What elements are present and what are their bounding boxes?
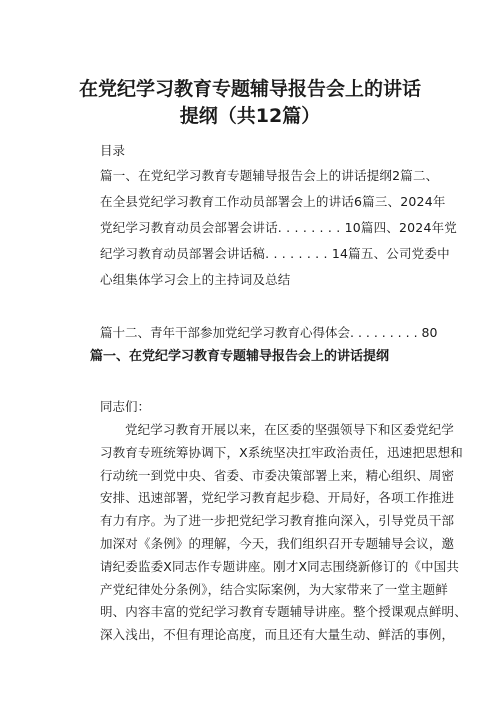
title-line-2: 提纲（共12篇） bbox=[179, 105, 321, 127]
body-line: 深入浅出，不但有理论高度，而且还有大量生动、鲜活的事例， bbox=[100, 627, 455, 643]
table-of-contents bbox=[100, 163, 457, 293]
toc-line: 在全县党纪学习教育工作动员部署会上的讲话6篇三、2024年 bbox=[100, 194, 446, 209]
toc-line-last: 篇十二、青年干部参加党纪学习教育心得体会. . . . . . . . . 80 bbox=[100, 325, 438, 340]
body-line: 有力有序。为了进一步把党纪学习教育推向深入，引导党员干部 bbox=[100, 513, 455, 529]
body-line: 习教育专班统筹协调下，X系统坚决扛牢政治责任，迅速把思想和 bbox=[100, 444, 463, 460]
body-line: 加深对《条例》的理解，今天，我们组织召开专题辅导会议，邀 bbox=[100, 535, 455, 551]
body-line: 明、内容丰富的党纪学习教育专题辅导讲座。整个授课观点鲜明、 bbox=[100, 604, 467, 620]
toc-line: 篇一、在党纪学习教育专题辅导报告会上的讲话提纲2篇二、 bbox=[100, 168, 439, 183]
toc-line: 纪学习教育动员部署会讲话稿. . . . . . . . 14篇五、公司党委中 bbox=[100, 246, 450, 261]
body-line: 行动统一到党中央、省委、市委决策部署上来，精心组织、周密 bbox=[100, 467, 455, 483]
body-line: 安排、迅速部署，党纪学习教育起步稳、开局好，各项工作推进 bbox=[100, 490, 455, 506]
section-heading: 篇一、在党纪学习教育专题辅导报告会上的讲话提纲 bbox=[90, 349, 390, 364]
toc-line: 党纪学习教育动员会部署会讲话. . . . . . . . 10篇四、2024年党 bbox=[100, 220, 457, 235]
document-title bbox=[60, 76, 440, 130]
toc-line: 心组集体学习会上的主持词及总结 bbox=[100, 272, 291, 287]
body-line: 请纪委监委X同志作专题讲座。刚才X同志围绕新修订的《中国共 bbox=[100, 558, 459, 574]
title-line-1: 在党纪学习教育专题辅导报告会上的讲话 bbox=[78, 78, 421, 100]
toc-heading: 目录 bbox=[100, 143, 126, 158]
body-paragraph bbox=[100, 419, 467, 647]
body-line: 产党纪律处分条例》，结合实际案例，为大家带来了一堂主题鲜 bbox=[100, 581, 448, 597]
body-line: 党纪学习教育开展以来，在区委的坚强领导下和区委党纪学 bbox=[125, 422, 454, 437]
greeting: 同志们： bbox=[100, 399, 151, 414]
